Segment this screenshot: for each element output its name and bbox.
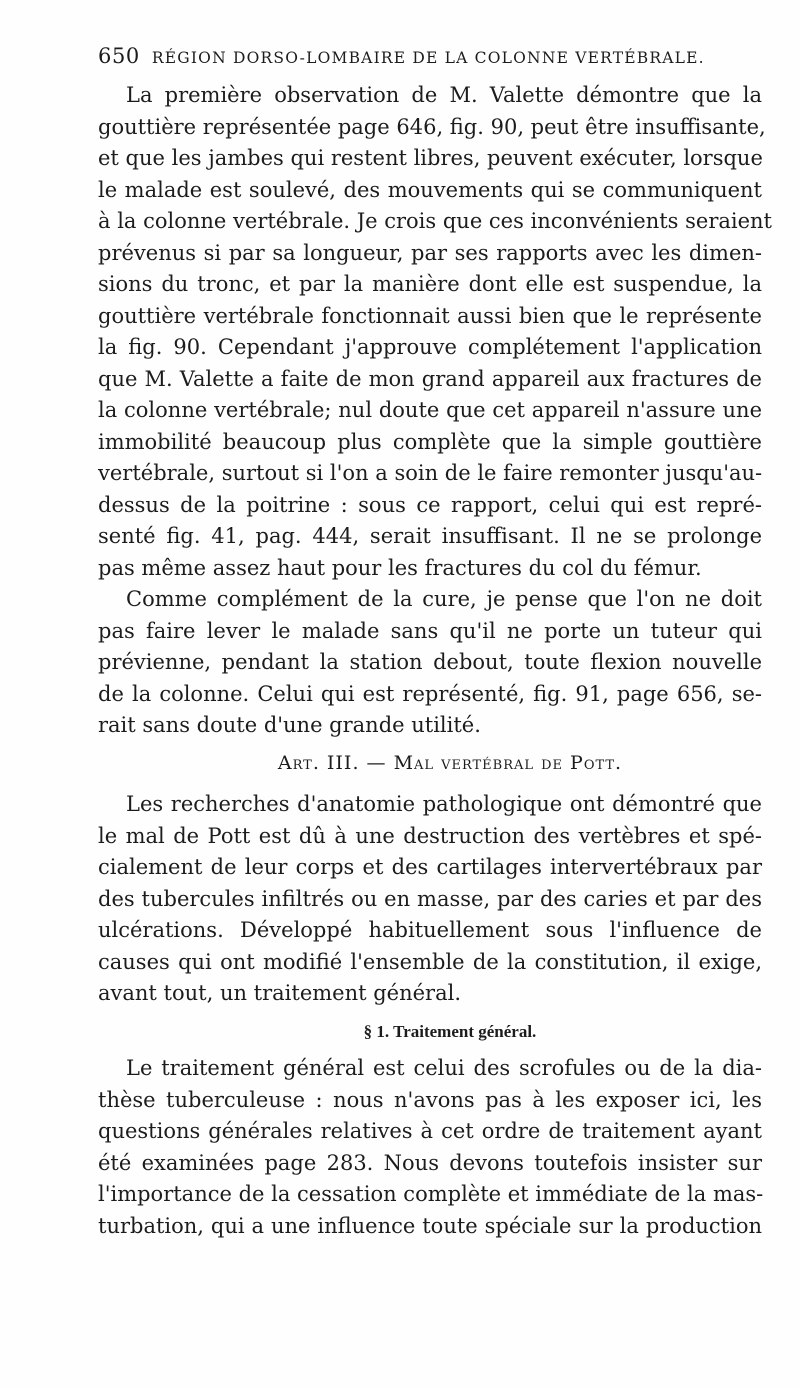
text-line: à la colonne vertébrale. Je crois que ces inconvénients seraient — [98, 209, 772, 233]
text-line: avant tout, un traitement général. — [98, 981, 461, 1005]
text-line: La première observation de M. Valette démontre que la — [126, 83, 762, 107]
paragraph-4 — [98, 1053, 762, 1242]
text-line: prévenus si par sa longueur, par ses rapports avec les dimen- — [98, 240, 762, 265]
text-line: pas même assez haut pour les fractures du col du fémur. — [98, 555, 702, 580]
text-line: dessus de la poitrine : sous ce rapport, celui qui est repré- — [98, 492, 762, 517]
text-line: prévienne, pendant la station debout, toute flexion nouvelle — [98, 650, 762, 674]
text-line: questions générales relatives à cet ordre de traitement ayant — [98, 1119, 762, 1143]
text-line: turbation, qui a une influence toute spéciale sur la production — [98, 1213, 762, 1238]
text-line: ulcérations. Développé habituellement sous l'influence de — [98, 918, 762, 942]
section-heading: § 1. Traitement général. — [363, 1021, 537, 1041]
text-line: pas faire lever le malade sans qu'il ne porte un tuteur qui — [98, 618, 762, 643]
text-line: Le traitement général est celui des scrofules ou de la dia- — [126, 1056, 762, 1080]
text-line: que M. Valette a faite de mon grand appareil aux fractures de — [98, 366, 762, 391]
text-line: l'importance de la cessation complète et immédiate de la mas- — [98, 1182, 764, 1206]
text-line: sions du tronc, et par la manière dont elle est suspendue, la — [98, 272, 762, 296]
text-line: des tubercules infiltrés ou en masse, par des caries et par des — [98, 886, 762, 911]
text-line: la colonne vertébrale; nul doute que cet appareil n'assure une — [98, 398, 762, 422]
body-text — [98, 80, 772, 1242]
text-line: Comme complément de la cure, je pense que l'on ne doit — [126, 587, 762, 611]
text-line: immobilité beaucoup plus complète que la simple gouttière — [98, 429, 762, 454]
text-line: cialement de leur corps et des cartilages intervertébraux par — [98, 855, 762, 879]
text-line: le mal de Pott est dû à une destruction des vertèbres et spé- — [98, 823, 762, 848]
text-line: rait sans doute d'une grande utilité. — [98, 713, 481, 737]
article-heading — [98, 748, 762, 780]
text-line: Les recherches d'anatomie pathologique ont démontré que — [126, 792, 762, 816]
page-number: 650 — [98, 44, 140, 68]
paragraph-2 — [98, 584, 762, 742]
text-line: et que les jambes qui restent libres, peuvent exécuter, lorsque — [98, 146, 763, 170]
article-heading-title: Mal vertébral de Pott. — [393, 751, 623, 774]
text-line: senté fig. 41, pag. 444, serait insuffisant. Il ne se prolonge — [98, 524, 762, 548]
text-line: gouttière représentée page 646, fig. 90, peut être insuffisante, — [98, 114, 766, 139]
text-line: causes qui ont modifié l'ensemble de la constitution, il exige, — [98, 949, 762, 974]
text-line: été examinées page 283. Nous devons toutefois insister sur — [98, 1150, 762, 1175]
text-line: la fig. 90. Cependant j'approuve complétement l'application — [98, 335, 762, 359]
text-line: thèse tuberculeuse : nous n'avons pas à les exposer ici, les — [98, 1087, 762, 1112]
running-header — [98, 44, 778, 68]
text-line: vertébrale, surtout si l'on a soin de le faire remonter jusqu'au- — [98, 461, 763, 485]
text-line: le malade est soulevé, des mouvements qui se communiquent — [98, 177, 762, 202]
article-heading-prefix: Art. III. — — [277, 751, 394, 774]
text-line: gouttière vertébrale fonctionnait aussi bien que le représente — [98, 303, 762, 328]
running-title: RÉGION DORSO-LOMBAIRE DE LA COLONNE VERTÉBRALE. — [151, 49, 705, 67]
paragraph-1 — [98, 80, 772, 584]
paragraph-3 — [98, 789, 762, 1010]
text-line: de la colonne. Celui qui est représenté, fig. 91, page 656, se- — [98, 681, 762, 706]
